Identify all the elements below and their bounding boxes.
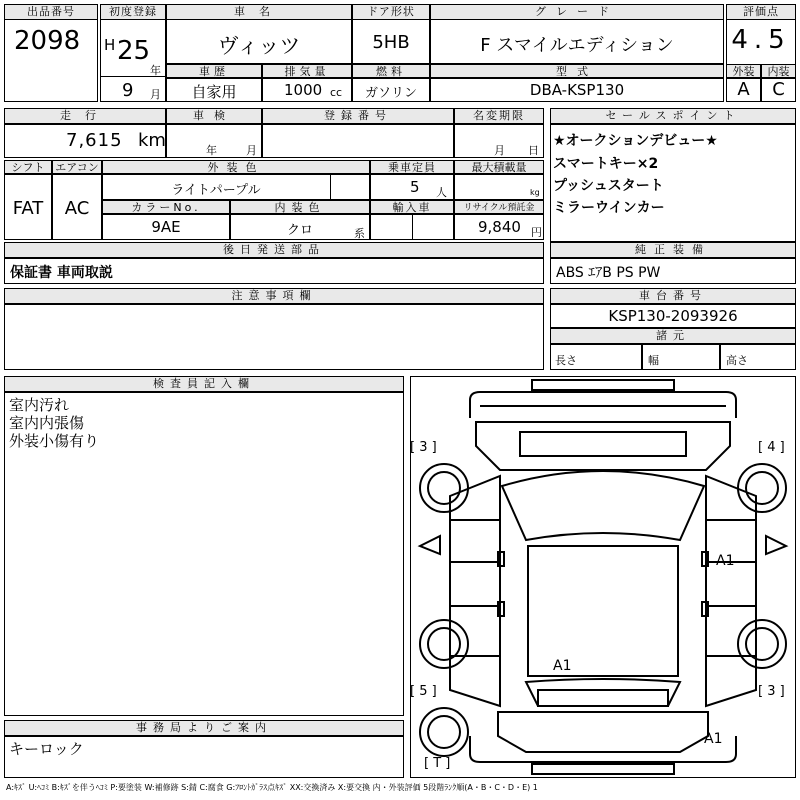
- spare-tire: [ T ]: [424, 756, 451, 771]
- history-label: 車歴: [166, 64, 262, 78]
- sales-point-item: ★オークションデビュー★: [553, 133, 718, 149]
- ext-grade: A: [737, 79, 750, 100]
- displacement-unit: cc: [330, 86, 343, 99]
- chassis-label: 車台番号: [550, 288, 796, 304]
- later-parts: 保証書 車両取説: [10, 265, 113, 281]
- length-label: 長さ: [555, 354, 577, 367]
- ext-grade-label: 外装: [726, 64, 761, 78]
- month-divider: [100, 76, 166, 77]
- door-label: ドア形状: [352, 4, 430, 20]
- notes-box: [4, 304, 544, 370]
- name-change-label: 名変期限: [454, 108, 544, 124]
- notes-label: 注意事項欄: [4, 288, 544, 304]
- shift-label: シフト: [4, 160, 52, 174]
- ac: AC: [64, 198, 90, 219]
- damage-mark: A1: [553, 658, 572, 674]
- displacement-label: 排気量: [262, 64, 352, 78]
- lot-no: 2098: [14, 26, 81, 56]
- int-color-label: 内装色: [230, 200, 370, 214]
- sales-point-item: プッシュスタート: [553, 178, 664, 194]
- int-grade-label: 内装: [761, 64, 796, 78]
- car-name-label: 車名: [166, 4, 352, 20]
- max-load-unit: kg: [530, 188, 540, 197]
- genuine-equipment: ABS ｴｱB PS PW: [556, 265, 661, 281]
- legend: A:ｷｽﾞ U:ﾍｺﾐ B:ｷｽﾞを伴うﾍｺﾐ P:要塗装 W:補修跡 S:錆 C:腐食 G:ﾌﾛﾝﾄｶﾞﾗｽ点ｷｽﾞ XX:交換済み X:要交換 内・外装評価 5段階ﾗﾝｸ順(A・B・C・D・E) 1: [6, 783, 538, 792]
- insp-year-unit: 年: [206, 144, 217, 157]
- int-color-unit: 系: [354, 227, 365, 240]
- model-label: 型式: [430, 64, 724, 78]
- grade-label: グレード: [430, 4, 724, 20]
- score: 4.5: [731, 25, 791, 55]
- int-grade: C: [772, 79, 785, 100]
- mileage-unit: km: [138, 130, 166, 151]
- ext-color-sub-box: [330, 174, 370, 200]
- inspector-label: 検査員記入欄: [4, 376, 404, 392]
- inspector-note: 室内内張傷: [9, 414, 85, 432]
- import-sub-box: [412, 214, 454, 240]
- ac-label: エアコン: [52, 160, 102, 174]
- height-label: 高さ: [726, 354, 748, 367]
- office-note: キーロック: [9, 740, 84, 758]
- nc-month-unit: 月: [494, 144, 505, 157]
- sales-points-label: セールスポイント: [550, 108, 796, 124]
- capacity-unit: 人: [436, 186, 447, 199]
- mileage-label: 走行: [4, 108, 166, 124]
- damage-mark: A1: [716, 553, 735, 569]
- recycle-label: リサイクル預託金: [454, 200, 544, 214]
- insp-month-unit: 月: [246, 144, 257, 157]
- score-label: 評価点: [726, 4, 796, 20]
- int-color: クロ: [286, 223, 313, 238]
- year-unit: 年: [150, 64, 161, 77]
- nc-day-unit: 日: [528, 144, 539, 157]
- era: H: [104, 36, 116, 54]
- tire-rear-left: [ 5 ]: [410, 684, 437, 699]
- dims-label: 諸元: [550, 328, 796, 344]
- month-unit: 月: [150, 88, 161, 101]
- damage-mark: A1: [704, 731, 723, 747]
- sales-point-item: スマートキー×2: [553, 156, 659, 172]
- fuel-label: 燃料: [352, 64, 430, 78]
- displacement: 1000: [284, 81, 323, 99]
- tire-front-left: [ 3 ]: [410, 440, 437, 455]
- import-label: 輸入車: [370, 200, 454, 214]
- tire-front-right: [ 4 ]: [758, 440, 785, 455]
- reg-no-box: [262, 124, 454, 158]
- capacity: 5: [410, 178, 420, 196]
- office-label: 事務局よりご案内: [4, 720, 404, 736]
- sales-point-item: ミラーウインカー: [553, 200, 665, 216]
- reg-no-label: 登録番号: [262, 108, 454, 124]
- lot-no-label: 出品番号: [4, 4, 98, 20]
- later-parts-label: 後日発送部品: [4, 242, 544, 258]
- max-load-label: 最大積載量: [454, 160, 544, 174]
- chassis-number: KSP130-2093926: [608, 307, 738, 325]
- car-diagram: [410, 376, 796, 778]
- shift: FAT: [12, 198, 44, 219]
- capacity-label: 乗車定員: [370, 160, 454, 174]
- genuine-equipment-label: 純正装備: [550, 242, 796, 258]
- model: DBA-KSP130: [529, 81, 625, 99]
- width-label: 幅: [648, 354, 659, 367]
- inspector-note: 外装小傷有り: [9, 432, 100, 450]
- recycle-unit: 円: [531, 226, 542, 239]
- reg-year: 25: [117, 36, 151, 66]
- ext-color: ライトパープル: [171, 183, 261, 198]
- car-name: ヴィッツ: [217, 34, 301, 58]
- ext-color-label: 外装色: [102, 160, 370, 174]
- grade: F スマイルエディション: [480, 35, 674, 56]
- recycle: 9,840: [478, 218, 521, 236]
- color-no-label: カラーNo.: [102, 200, 230, 214]
- color-no: 9AE: [151, 218, 181, 236]
- tire-rear-right: [ 3 ]: [758, 684, 785, 699]
- door-type: 5HB: [372, 32, 410, 53]
- fuel: ガソリン: [364, 86, 417, 101]
- inspector-note: 室内汚れ: [9, 396, 70, 414]
- mileage: 7,615: [66, 130, 123, 151]
- history: 自家用: [191, 83, 237, 101]
- reg-month: 9: [122, 80, 134, 101]
- first-reg-label: 初度登録: [100, 4, 166, 20]
- inspection-label: 車検: [166, 108, 262, 124]
